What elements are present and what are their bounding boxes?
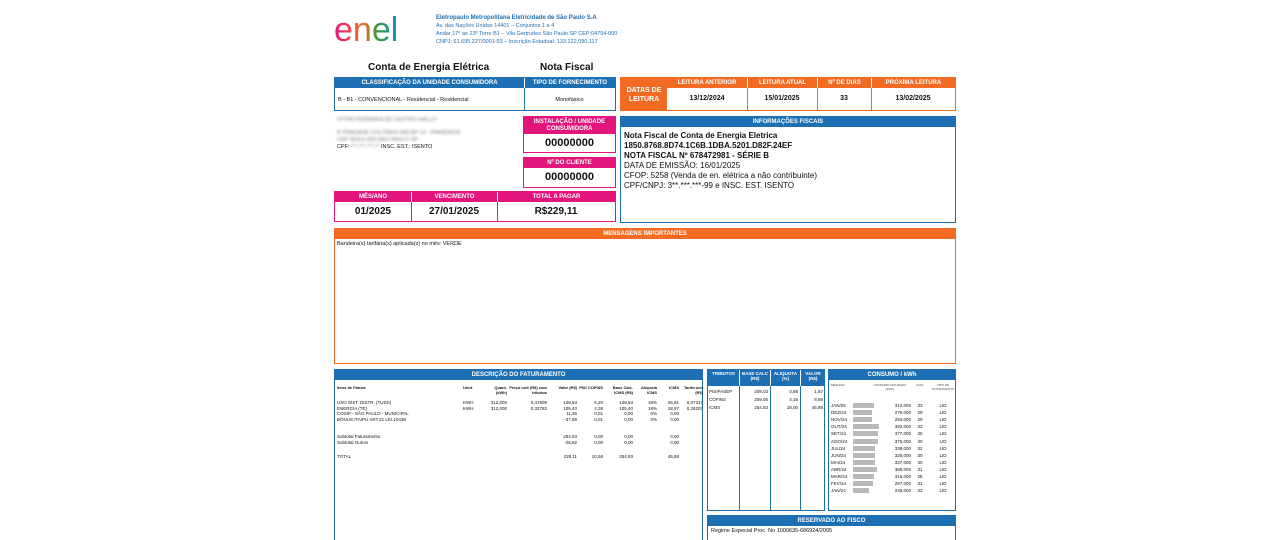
faturamento-subtotal-cell: -26,82 bbox=[564, 439, 577, 445]
numero-cliente-box bbox=[523, 157, 616, 188]
consumo-bar bbox=[853, 431, 878, 436]
tributos-box bbox=[707, 369, 825, 511]
leitura-box bbox=[620, 77, 956, 111]
faturamento-cell: 0,37317 bbox=[686, 400, 703, 405]
faturamento-cell: 18,97 bbox=[667, 405, 679, 411]
tributos-column-header: ALÍQUOTA (%) bbox=[770, 370, 800, 386]
total-value: R$229,11 bbox=[534, 206, 578, 217]
company-address-2: Andar 17º ao 23º Torre B1 – Vila Gertrudes São Paulo SP CEP:04794-000 bbox=[436, 31, 618, 37]
mensagens-header: MENSAGENS IMPORTANTES bbox=[335, 229, 955, 239]
consumo-month: SET/24 bbox=[831, 431, 847, 437]
fiscal-access-key: 1850.8768.8D74.1C6B.1DBA.5201.D82F.24EF bbox=[624, 141, 793, 150]
consumo-kwh: 337,000 bbox=[894, 459, 911, 465]
fiscal-line-1: Nota Fiscal de Conta de Energia Eletrica bbox=[624, 131, 778, 140]
consumo-bar bbox=[853, 424, 879, 429]
consumo-column-header: MÊS/ANO bbox=[831, 383, 845, 387]
faturamento-cell: 0,01 bbox=[594, 416, 603, 422]
faturamento-column-header: Itens de Fatura bbox=[337, 385, 366, 390]
faturamento-cell: 312,000 bbox=[490, 400, 507, 405]
tributos-cell: 45,88 bbox=[811, 405, 823, 410]
consumo-bar bbox=[853, 446, 875, 451]
fiscal-nota-numero: NOTA FISCAL Nº 678472981 - SÉRIE B bbox=[624, 151, 770, 160]
consumo-dias: 29 bbox=[917, 410, 923, 416]
faturamento-column-header: Valor (R$) bbox=[558, 385, 577, 390]
faturamento-column-header: Alíquota ICMS bbox=[641, 385, 657, 395]
consumo-month: FEV/24 bbox=[831, 481, 847, 487]
consumo-kwh: 293,000 bbox=[894, 417, 911, 423]
fisco-box bbox=[707, 515, 956, 540]
faturamento-total-cell: 10,58 bbox=[591, 454, 603, 459]
consumo-month: MAR/24 bbox=[831, 474, 848, 479]
consumo-dias: 30 bbox=[917, 452, 923, 458]
faturamento-cell: 0% bbox=[650, 411, 657, 416]
fisco-text: Regime Especial Proc. No 1000635-686924/2005 bbox=[711, 528, 833, 534]
numero-cliente-value: 00000000 bbox=[545, 171, 594, 183]
consumo-dias: 28 bbox=[917, 474, 923, 479]
instalacao-box bbox=[523, 116, 616, 153]
consumo-box bbox=[828, 369, 956, 511]
fiscal-cfop: CFOP: 5258 (Venda de en. elétrica a não contribuinte) bbox=[624, 171, 818, 180]
fisco-header: RESERVADO AO FISCO bbox=[708, 516, 955, 526]
faturamento-cell: COSIP - SÃO PAULO - MUNICIPAL bbox=[337, 411, 409, 416]
consumo-dias: 32 bbox=[917, 445, 923, 451]
faturamento-cell: 0,00 bbox=[670, 416, 679, 422]
consumo-kwh: 392,000 bbox=[894, 424, 911, 430]
classificacao-header: CLASSIFICAÇÃO DA UNIDADE CONSUMIDORA bbox=[335, 78, 524, 88]
consumo-month: ABR/24 bbox=[831, 466, 847, 472]
consumo-tipo: LID bbox=[939, 424, 947, 430]
cpf-value: ***.***.***-** bbox=[351, 144, 380, 150]
consumo-kwh: 375,000 bbox=[894, 438, 911, 444]
tributos-cell: 1,87 bbox=[814, 389, 823, 394]
fiscal-box bbox=[620, 116, 956, 223]
consumo-kwh: 279,000 bbox=[894, 410, 911, 416]
consumo-tipo: LID bbox=[939, 410, 947, 416]
consumo-bar bbox=[853, 439, 878, 444]
consumo-month: MAI/24 bbox=[831, 459, 846, 465]
consumo-bar bbox=[853, 403, 874, 408]
faturamento-cell: 18% bbox=[647, 400, 657, 405]
tributos-column-header: TRIBUTOS bbox=[708, 370, 739, 386]
tributos-cell: ICMS bbox=[709, 405, 721, 410]
faturamento-column-header: Preço unit (R$) com tributos bbox=[509, 385, 547, 395]
consumo-month: JUN/24 bbox=[831, 452, 847, 458]
consumo-tipo: LID bbox=[939, 403, 947, 408]
consumo-month: NOV/24 bbox=[831, 417, 848, 423]
pagamento-box bbox=[334, 191, 616, 222]
faturamento-total-cell: 254,93 bbox=[619, 454, 633, 459]
faturamento-cell: 6,20 bbox=[594, 400, 603, 405]
consumo-bar bbox=[853, 460, 875, 465]
faturamento-subtotal-cell: 0,00 bbox=[594, 434, 603, 439]
consumo-tipo: LID bbox=[939, 459, 947, 465]
consumo-dias: 30 bbox=[917, 438, 923, 444]
consumo-dias: 32 bbox=[917, 424, 923, 430]
consumo-dias: 30 bbox=[917, 459, 923, 465]
consumo-kwh: 316,000 bbox=[894, 474, 911, 479]
faturamento-box bbox=[334, 369, 703, 540]
faturamento-subtotal-cell: 0,00 bbox=[624, 434, 633, 439]
faturamento-cell: 312,000 bbox=[490, 405, 507, 411]
consumo-month: OUT/24 bbox=[831, 424, 847, 430]
consumo-kwh: 377,000 bbox=[894, 431, 911, 437]
numero-cliente-header: Nº DO CLIENTE bbox=[524, 158, 615, 168]
faturamento-cell: KWH bbox=[463, 405, 474, 411]
tributos-cell: 254,93 bbox=[754, 405, 768, 410]
total-header: TOTAL A PAGAR bbox=[497, 192, 615, 202]
enel-logo bbox=[334, 12, 416, 46]
faturamento-total-cell: TOTAL bbox=[337, 454, 352, 459]
consumo-tipo: LID bbox=[939, 466, 947, 472]
faturamento-subtotal-cell: 0,00 bbox=[624, 439, 633, 445]
proxima-leitura-header: PRÓXIMA LEITURA bbox=[871, 78, 955, 88]
tributos-cell: PIS/PASEP bbox=[709, 389, 733, 394]
tributos-cell: COFINS bbox=[709, 397, 727, 402]
faturamento-cell: USO SIST. DISTR. (TUSD) bbox=[337, 400, 392, 405]
tributos-cell: 209,03 bbox=[754, 389, 768, 394]
faturamento-cell: 105,40 bbox=[563, 405, 577, 411]
customer-address-2: CEP 05410-000 SAO PAULO SP bbox=[337, 137, 418, 143]
tributos-column-header: VALOR (R$) bbox=[800, 370, 825, 386]
company-cnpj: CNPJ: 61.695.227/0001-93 – Inscrição Estadual: 133.122.090.117 bbox=[436, 39, 598, 45]
faturamento-column-header: PIS/ COFINS bbox=[579, 385, 603, 390]
faturamento-cell: 148,53 bbox=[563, 400, 577, 405]
faturamento-header: DESCRIÇÃO DO FATURAMENTO bbox=[335, 370, 702, 380]
faturamento-column-header: Unid. bbox=[463, 385, 473, 390]
consumo-bar bbox=[853, 453, 875, 458]
classificacao-value: B - B1 - CONVENCIONAL - Residencial - Residencial bbox=[338, 97, 469, 103]
faturamento-cell: BÔNUS ITAIPU ART.21 LEI.10438 bbox=[337, 416, 406, 422]
consumo-tipo: LID bbox=[939, 452, 947, 458]
consumo-month: AGO/24 bbox=[831, 438, 848, 444]
faturamento-column-header: Tarifa unit (R$) bbox=[683, 385, 703, 395]
faturamento-subtotal-cell: 0,00 bbox=[594, 439, 603, 445]
cpf-label: CPF: bbox=[337, 144, 350, 150]
fiscal-cpf-label: CPF/CNPJ: bbox=[624, 181, 666, 190]
faturamento-column-header: ICMS bbox=[669, 385, 679, 390]
consumo-bar bbox=[853, 417, 872, 422]
tributos-cell: 4,16 bbox=[789, 397, 798, 402]
faturamento-cell: -37,88 bbox=[564, 416, 577, 422]
company-address-1: Av. das Nações Unidas 14401 – Conjuntos 1 a 4 bbox=[436, 23, 555, 29]
consumo-dias: 31 bbox=[917, 466, 923, 472]
faturamento-total-cell: 45,88 bbox=[667, 454, 679, 459]
consumo-kwh: 325,000 bbox=[894, 452, 911, 458]
consumo-tipo: LID bbox=[939, 431, 947, 437]
consumo-tipo: LID bbox=[939, 438, 947, 444]
fiscal-data-emissao: DATA DE EMISSÃO: 16/01/2025 bbox=[624, 161, 741, 170]
fornecimento-value: Monofásico bbox=[555, 97, 584, 103]
consumo-dias: 30 bbox=[917, 431, 923, 437]
vencimento-header: VENCIMENTO bbox=[411, 192, 497, 202]
consumo-dias: 33 bbox=[917, 403, 923, 408]
svg-text:enel: enel bbox=[334, 12, 399, 46]
consumo-month: JUL/24 bbox=[831, 445, 846, 451]
faturamento-cell: 105,40 bbox=[619, 405, 633, 411]
mensagens-box bbox=[334, 228, 956, 364]
tributos-column-header: BASE CALC (R$) bbox=[739, 370, 770, 386]
faturamento-cell: 0,01 bbox=[594, 411, 603, 416]
faturamento-cell: 148,53 bbox=[619, 400, 633, 405]
classificacao-box bbox=[334, 77, 616, 111]
leitura-atual-header: LEITURA ATUAL bbox=[747, 78, 817, 88]
faturamento-subtotal-cell: Subtotal Outros bbox=[337, 439, 369, 445]
tributos-cell: 0,89 bbox=[789, 389, 798, 394]
consumo-dias: 31 bbox=[917, 481, 923, 487]
consumo-column-header: CONSUMO FATURADO (kWh) bbox=[873, 383, 907, 391]
faturamento-cell: 0,33782 bbox=[530, 405, 547, 411]
faturamento-cell: 0,00 bbox=[670, 411, 679, 416]
consumo-tipo: LID bbox=[939, 481, 947, 487]
instalacao-header: INSTALAÇÃO / UNIDADE CONSUMIDORA bbox=[524, 117, 615, 134]
consumo-column-header: DIAS bbox=[916, 383, 924, 387]
consumo-header: CONSUMO / kWh bbox=[829, 370, 955, 380]
consumo-dias: 32 bbox=[917, 488, 923, 494]
company-name: Eletropaulo Metropolitana Eletricidade de São Paulo S.A bbox=[436, 15, 597, 21]
consumo-kwh: 312,000 bbox=[894, 403, 911, 408]
fiscal-header: INFORMAÇÕES FISCAIS bbox=[621, 117, 955, 127]
customer-name: VITOR FERREIRA DE CASTRO GALLO bbox=[337, 117, 437, 123]
consumo-kwh: 366,000 bbox=[894, 466, 911, 472]
consumo-tipo: LID bbox=[939, 445, 947, 451]
faturamento-cell: 0,47609 bbox=[530, 400, 547, 405]
vencimento-value: 27/01/2025 bbox=[428, 206, 480, 217]
fornecimento-header: TIPO DE FORNECIMENTO bbox=[524, 78, 615, 88]
faturamento-cell: 11,36 bbox=[566, 411, 577, 416]
faturamento-subtotal-cell: 0,00 bbox=[670, 439, 679, 445]
faturamento-cell: KWH bbox=[463, 400, 474, 405]
consumo-tipo: LID bbox=[939, 474, 947, 479]
faturamento-cell: 0,26207 bbox=[686, 405, 703, 411]
dias-value: 33 bbox=[840, 95, 848, 102]
leitura-anterior-value: 13/12/2024 bbox=[689, 95, 725, 102]
consumo-bar bbox=[853, 481, 873, 486]
faturamento-column-header: Base Calc. ICMS (R$) bbox=[612, 385, 633, 395]
mes-ano-value: 01/2025 bbox=[354, 206, 392, 217]
dias-header: Nº DE DIAS bbox=[817, 78, 871, 88]
consumo-kwh: 248,000 bbox=[894, 488, 911, 494]
customer-address-1: R FRAGAUE COLTINHO 680 AP 13 - PINHEIROS bbox=[337, 130, 461, 136]
faturamento-cell: 0,00 bbox=[624, 411, 633, 416]
faturamento-total-cell: 228,11 bbox=[563, 454, 577, 459]
leitura-atual-value: 15/01/2025 bbox=[764, 95, 800, 102]
consumo-tipo: LID bbox=[939, 417, 947, 423]
tributos-cell: 8,69 bbox=[814, 397, 823, 402]
consumo-bar bbox=[853, 410, 872, 415]
leitura-anterior-header: LEITURA ANTERIOR bbox=[667, 78, 747, 88]
instalacao-value: 00000000 bbox=[545, 137, 594, 149]
consumo-month: JAN/25 bbox=[831, 403, 846, 408]
proxima-leitura-value: 13/02/2025 bbox=[895, 95, 931, 102]
faturamento-subtotal-cell: 254,93 bbox=[563, 434, 577, 439]
faturamento-cell: ENERGIA (TE) bbox=[337, 405, 368, 411]
consumo-tipo: LID bbox=[939, 488, 947, 494]
faturamento-subtotal-cell: Subtotal Faturamento bbox=[337, 434, 381, 439]
consumo-bar bbox=[853, 467, 877, 472]
faturamento-cell: 4,38 bbox=[594, 405, 603, 411]
mensagens-text: Bandeira(s) tarifária(s) aplicada(s) no mês: VERDE bbox=[337, 241, 462, 247]
tributos-cell: 18,00 bbox=[786, 405, 798, 410]
faturamento-cell: 18% bbox=[647, 405, 657, 411]
faturamento-cell: 26,81 bbox=[667, 400, 679, 405]
tributos-cell: 209,05 bbox=[754, 397, 768, 402]
consumo-bar bbox=[853, 474, 874, 479]
consumo-column-header: TIPO DE FATURAMENTO bbox=[931, 383, 955, 391]
consumo-kwh: 338,000 bbox=[894, 445, 911, 451]
faturamento-column-header: Quant. (kWh) bbox=[494, 385, 507, 395]
consumo-month: DEZ/24 bbox=[831, 410, 847, 416]
faturamento-cell: 0,00 bbox=[624, 416, 633, 422]
leitura-label: DATAS DE LEITURA bbox=[621, 78, 667, 110]
faturamento-cell: 0% bbox=[650, 416, 657, 422]
consumo-bar bbox=[853, 488, 869, 493]
consumo-dias: 29 bbox=[917, 417, 923, 423]
document-subtitle: Nota Fiscal bbox=[540, 62, 594, 73]
mes-ano-header: MÊS/ANO bbox=[335, 192, 411, 202]
document-title: Conta de Energia Elétrica bbox=[368, 62, 490, 73]
fiscal-cpf-value: 3**.***.***-99 e INSC. EST. ISENTO bbox=[667, 181, 795, 190]
faturamento-subtotal-cell: 0,00 bbox=[670, 434, 679, 439]
insc-estadual: INSC. EST.: ISENTO bbox=[381, 144, 433, 150]
consumo-month: JAN/24 bbox=[831, 488, 846, 494]
consumo-kwh: 297,000 bbox=[894, 481, 911, 487]
